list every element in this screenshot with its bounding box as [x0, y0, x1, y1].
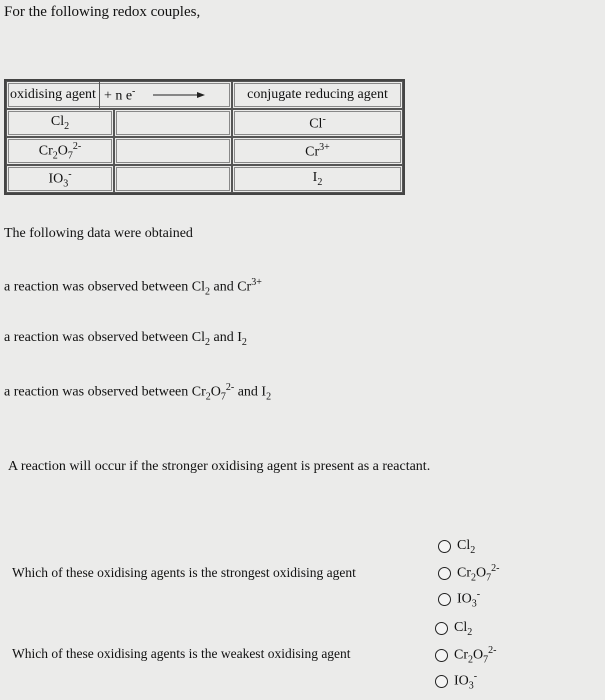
option-label: $IO_3^-$	[454, 671, 478, 692]
intro-text: For the following redox couples,	[4, 4, 201, 20]
q2-prompt: Which of these oxidising agents is the weakest oxidising agent	[12, 646, 351, 661]
table-row	[6, 165, 403, 193]
reducing-agent-cell: $I_2$	[232, 165, 403, 193]
observation-1: a reaction was observed between $Cl_2$ and $Cr^{3+}$	[4, 277, 262, 298]
option-label: $Cl_2$	[454, 620, 473, 638]
header-conjugate-reducing-agent: conjugate reducing agent	[232, 81, 403, 109]
arrow-icon	[153, 91, 205, 99]
q2-option-cl2[interactable]	[435, 620, 472, 638]
q2-option-cr2o7[interactable]	[435, 645, 496, 665]
q1-option-cr2o7[interactable]	[438, 563, 499, 583]
table-header-row	[6, 81, 403, 109]
q1-prompt: Which of these oxidising agents is the strongest oxidising agent	[12, 565, 356, 580]
redox-couples-table	[4, 79, 405, 195]
reducing-agent-cell: Cl-	[232, 109, 403, 137]
radio-button-icon[interactable]	[435, 649, 448, 662]
radio-button-icon[interactable]	[438, 593, 451, 606]
table-row	[6, 109, 403, 137]
empty-cell	[114, 137, 232, 165]
option-label: $Cr_2O_7^{2-}$	[454, 645, 497, 666]
header-left-cell	[6, 81, 232, 109]
data-intro-text: The following data were obtained	[4, 226, 193, 241]
option-label: $Cl_2$	[457, 538, 476, 556]
table-row	[6, 137, 403, 165]
radio-button-icon[interactable]	[438, 540, 451, 553]
radio-button-icon[interactable]	[435, 675, 448, 688]
radio-button-icon[interactable]	[435, 622, 448, 635]
reaction-rule-text: A reaction will occur if the stronger oxidising agent is present as a reactant.	[8, 459, 431, 474]
oxidising-agent-cell: $IO_3^-$	[6, 165, 114, 193]
empty-cell	[114, 165, 232, 193]
q1-option-cl2[interactable]	[438, 538, 475, 556]
header-oxidising-agent: oxidising agent	[7, 82, 100, 108]
observation-2: a reaction was observed between $Cl_2$ and $I_2$	[4, 330, 247, 348]
option-label: $IO_3^-$	[457, 589, 481, 610]
header-electrons: + n e-	[103, 85, 136, 104]
observation-3: a reaction was observed between $Cr_2O_7^{2-}$ and $I_2$	[4, 382, 272, 403]
radio-button-icon[interactable]	[438, 567, 451, 580]
option-label: $Cr_2O_7^{2-}$	[457, 563, 500, 584]
empty-cell	[114, 109, 232, 137]
oxidising-agent-cell: $Cr_2O_7^{2-}$	[6, 137, 114, 165]
q2-option-io3[interactable]	[435, 671, 477, 691]
reducing-agent-cell: $Cr^{3+}$	[232, 137, 403, 165]
q1-option-io3[interactable]	[438, 589, 480, 609]
oxidising-agent-cell: $Cl_2$	[6, 109, 114, 137]
